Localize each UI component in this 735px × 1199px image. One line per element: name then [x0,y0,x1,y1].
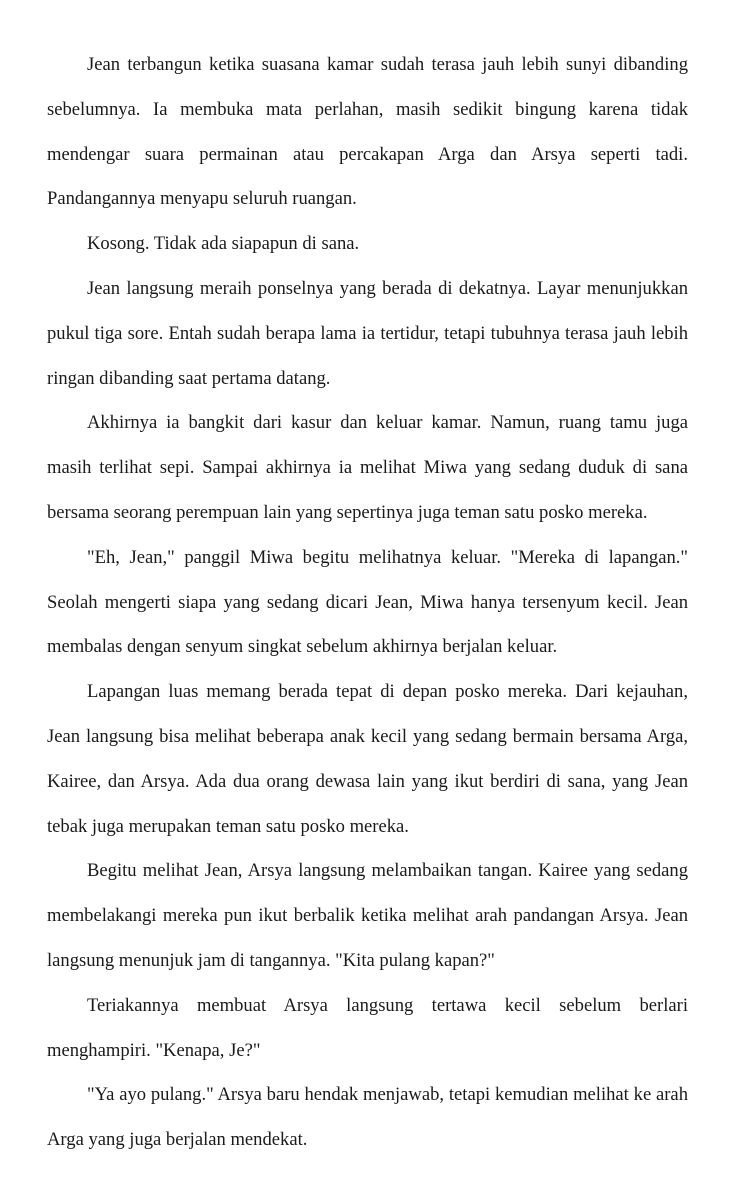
paragraph-7: Begitu melihat Jean, Arsya langsung melambaikan tangan. Kairee yang sedang membelakangi mereka pun ikut berbalik ketika melihat arah pandangan Arsya. Jean langsung menunjuk jam di tangannya. "Kita pulang kapan?" [47,860,688,971]
paragraph-3: Jean langsung meraih ponselnya yang berada di dekatnya. Layar menunjukkan pukul tiga sore. Entah sudah berapa lama ia tertidur, tetapi tubuhnya terasa jauh lebih ringan dibanding saat pertama datang. [47,277,688,389]
paragraph-5: "Eh, Jean," panggil Miwa begitu melihatnya keluar. "Mereka di lapangan." Seolah mengerti siapa yang sedang dicari Jean, Miwa hanya tersenyum kecil. Jean membalas dengan senyum singkat sebelum akhirnya berjalan keluar. [47,546,688,658]
paragraph-6: Lapangan luas memang berada tepat di depan posko mereka. Dari kejauhan, Jean langsung bisa melihat beberapa anak kecil yang sedang bermain bersama Arga, Kairee, dan Arsya. Ada dua orang dewasa lain yang ikut berdiri di sana, yang Jean tebak juga merupakan teman satu posko mereka. [47,681,688,837]
paragraph-8: Teriakannya membuat Arsya langsung tertawa kecil sebelum berlari menghampiri. "Kenapa, Je?" [47,994,688,1061]
paragraph-1: Jean terbangun ketika suasana kamar sudah terasa jauh lebih sunyi dibanding sebelumnya. Ia membuka mata perlahan, masih sedikit bingung karena tidak mendengar suara permainan atau percakapan Arga dan Arsya seperti tadi. Pandangannya menyapu seluruh ruangan. [47,54,688,210]
paragraph-9: "Ya ayo pulang." Arsya baru hendak menjawab, tetapi kemudian melihat ke arah Arga yang juga berjalan mendekat. [47,1084,688,1151]
document-page [47,43,688,1163]
paragraph-4: Akhirnya ia bangkit dari kasur dan keluar kamar. Namun, ruang tamu juga masih terlihat sepi. Sampai akhirnya ia melihat Miwa yang sedang duduk di sana bersama seorang perempuan lain yang sepertinya juga teman satu posko mereka. [47,412,688,523]
paragraph-2: Kosong. Tidak ada siapapun di sana. [87,233,360,255]
